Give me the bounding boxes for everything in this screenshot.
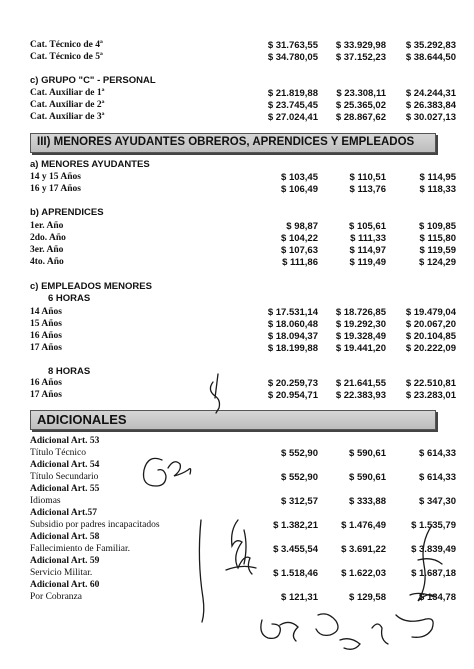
adicional-article: Adicional Art. 55: [30, 484, 100, 494]
adicional-row: [0, 472, 474, 484]
subheading: 6 HORAS: [48, 293, 91, 304]
value-col-1: $ 3.455,54: [273, 544, 318, 555]
value-col-3: $ 1.687,18: [411, 568, 456, 579]
row-label: Título Técnico: [30, 448, 87, 458]
row-label: Fallecimiento de Familiar.: [30, 544, 130, 554]
row-label: Cat. Auxiliar de 1ª: [30, 88, 105, 98]
value-col-1: $ 1.518,46: [273, 568, 318, 579]
value-col-2: $ 1.476,49: [341, 520, 386, 531]
table-row: [0, 257, 474, 269]
value-col-2: $ 119,49: [349, 257, 386, 268]
value-col-2: $ 19.292,30: [335, 319, 386, 330]
adicionales-band: [30, 410, 436, 430]
value-col-1: $ 98,87: [286, 221, 318, 232]
band-title: ADICIONALES: [37, 412, 127, 427]
row-label: Título Secundario: [30, 472, 99, 482]
group-c-heading: [0, 75, 474, 87]
adicional-row: [0, 496, 474, 508]
value-col-2: $ 23.308,11: [336, 88, 386, 99]
value-col-3: $ 26.383,84: [405, 100, 456, 111]
table-row: [0, 100, 474, 112]
section-heading: b) APRENDICES: [30, 207, 104, 218]
table-row: [0, 112, 474, 124]
adicional-row: [0, 592, 474, 604]
value-col-3: $ 1.535,79: [411, 520, 456, 531]
value-col-2: $ 18.726,85: [335, 307, 386, 318]
value-col-2: $ 28.867,62: [335, 112, 386, 123]
row-label: Cat. Técnico de 4ª: [30, 40, 103, 50]
adicional-heading: [0, 460, 474, 472]
value-col-1: $ 552,90: [281, 472, 318, 483]
value-col-2: $ 129,58: [349, 592, 386, 603]
value-col-3: $ 124,29: [419, 257, 456, 268]
value-col-3: $ 614,33: [419, 472, 456, 483]
row-label: 14 Años: [30, 307, 62, 317]
section-heading: c) GRUPO "C" - PERSONAL: [30, 75, 156, 86]
table-row: [0, 40, 474, 52]
eight-hours-subheading: [0, 366, 474, 378]
row-label: 1er. Año: [30, 221, 64, 231]
row-label: 2do. Año: [30, 233, 66, 243]
value-col-2: $ 105,61: [349, 221, 386, 232]
adicional-article: Adicional Art. 60: [30, 580, 100, 590]
adicional-row: [0, 568, 474, 580]
table-row: [0, 343, 474, 355]
table-row: [0, 88, 474, 100]
value-col-3: $ 20.104,85: [405, 331, 456, 342]
row-label: 17 Años: [30, 343, 62, 353]
value-col-2: $ 111,33: [350, 233, 386, 244]
row-label: 16 y 17 Años: [30, 184, 81, 194]
value-col-3: $ 24.244,31: [405, 88, 456, 99]
value-col-2: $ 110,51: [349, 172, 386, 183]
row-label: 15 Años: [30, 319, 62, 329]
row-label: 4to. Año: [30, 257, 64, 267]
value-col-3: $ 109,85: [419, 221, 456, 232]
value-col-1: $ 103,45: [281, 172, 318, 183]
band-title: III) MENORES AYUDANTES OBREROS, APRENDICES Y EMPLEADOS: [37, 136, 415, 148]
adicional-article: Adicional Art. 59: [30, 556, 100, 566]
value-col-2: $ 590,61: [349, 448, 386, 459]
table-row: [0, 221, 474, 233]
row-label: 16 Años: [30, 331, 62, 341]
table-row: [0, 319, 474, 331]
row-label: Subsidio por padres incapacitados: [30, 520, 160, 530]
value-col-1: $ 312,57: [281, 496, 318, 507]
value-col-1: $ 18.094,37: [267, 331, 318, 342]
adicional-heading: [0, 556, 474, 568]
value-col-3: $ 347,30: [419, 496, 456, 507]
aprendices-heading: [0, 207, 474, 219]
value-col-3: $ 614,33: [419, 448, 456, 459]
value-col-2: $ 21.641,55: [335, 378, 386, 389]
row-label: Cat. Auxiliar de 2ª: [30, 100, 105, 110]
table-row: [0, 390, 474, 402]
value-col-1: $ 121,31: [281, 592, 318, 603]
value-col-3: $ 19.479,04: [405, 307, 456, 318]
six-hours-subheading: [0, 293, 474, 305]
row-label: 3er. Año: [30, 245, 64, 255]
adicional-article: Adicional Art.57: [30, 508, 98, 518]
adicional-article: Adicional Art. 58: [30, 532, 100, 542]
value-col-3: $ 119,59: [419, 245, 456, 256]
adicional-heading: [0, 508, 474, 520]
value-col-3: $ 114,95: [419, 172, 456, 183]
row-label: Cat. Auxiliar de 3ª: [30, 112, 105, 122]
value-col-1: $ 106,49: [281, 184, 318, 195]
adicional-row: [0, 520, 474, 532]
value-col-3: $ 30.027,13: [405, 112, 456, 123]
row-label: Idiomas: [30, 496, 61, 506]
value-col-3: $ 20.067,20: [405, 319, 456, 330]
value-col-1: $ 552,90: [281, 448, 318, 459]
value-col-2: $ 19.441,20: [335, 343, 386, 354]
adicional-heading: [0, 484, 474, 496]
table-row: [0, 52, 474, 64]
value-col-1: $ 107,63: [281, 245, 318, 256]
value-col-1: $ 18.060,48: [267, 319, 318, 330]
value-col-1: $ 31.763,55: [267, 40, 318, 51]
section-heading: a) MENORES AYUDANTES: [30, 159, 150, 170]
value-col-2: $ 114,97: [349, 245, 386, 256]
value-col-2: $ 22.383,93: [335, 390, 386, 401]
table-row: [0, 378, 474, 390]
adicional-heading: [0, 436, 474, 448]
adicional-article: Adicional Art. 53: [30, 436, 100, 446]
value-col-1: $ 23.745,45: [267, 100, 318, 111]
row-label: 14 y 15 Años: [30, 172, 81, 182]
section-heading: c) EMPLEADOS MENORES: [30, 281, 152, 292]
table-row: [0, 233, 474, 245]
section-iii-band: [30, 133, 436, 153]
value-col-1: $ 34.780,05: [267, 52, 318, 63]
adicional-heading: [0, 580, 474, 592]
table-row: [0, 172, 474, 184]
value-col-3: $ 118,33: [419, 184, 456, 195]
table-row: [0, 245, 474, 257]
subheading: 8 HORAS: [48, 366, 91, 377]
value-col-2: $ 333,88: [349, 496, 386, 507]
value-col-1: $ 18.199,88: [267, 343, 318, 354]
value-col-1: $ 1.382,21: [273, 520, 318, 531]
value-col-3: $ 35.292,83: [405, 40, 456, 51]
value-col-1: $ 104,22: [281, 233, 318, 244]
value-col-2: $ 113,76: [349, 184, 386, 195]
value-col-2: $ 25.365,02: [335, 100, 386, 111]
value-col-1: $ 111,86: [282, 257, 318, 268]
adicional-row: [0, 448, 474, 460]
row-label: Cat. Técnico de 5ª: [30, 52, 103, 62]
value-col-2: $ 19.328,49: [335, 331, 386, 342]
adicional-row: [0, 544, 474, 556]
table-row: [0, 184, 474, 196]
value-col-3: $ 134,78: [419, 592, 456, 603]
menores-ayudantes-heading: [0, 159, 474, 171]
value-col-1: $ 27.024,41: [267, 112, 318, 123]
adicional-heading: [0, 532, 474, 544]
value-col-3: $ 38.644,50: [405, 52, 456, 63]
value-col-3: $ 115,80: [419, 233, 456, 244]
row-label: 17 Años: [30, 390, 62, 400]
value-col-1: $ 21.819,88: [267, 88, 318, 99]
value-col-2: $ 37.152,23: [335, 52, 386, 63]
value-col-1: $ 20.954,71: [267, 390, 318, 401]
value-col-1: $ 17.531,14: [267, 307, 318, 318]
value-col-3: $ 3.839,49: [411, 544, 456, 555]
value-col-2: $ 3.691,22: [341, 544, 386, 555]
value-col-3: $ 22.510,81: [405, 378, 456, 389]
row-label: Por Cobranza: [30, 592, 82, 602]
empleados-menores-heading: [0, 281, 474, 293]
value-col-2: $ 33.929,98: [335, 40, 386, 51]
value-col-2: $ 590,61: [349, 472, 386, 483]
value-col-1: $ 20.259,73: [267, 378, 318, 389]
adicional-article: Adicional Art. 54: [30, 460, 100, 470]
row-label: 16 Años: [30, 378, 62, 388]
value-col-3: $ 23.283,01: [405, 390, 456, 401]
table-row: [0, 307, 474, 319]
table-row: [0, 331, 474, 343]
value-col-3: $ 20.222,09: [405, 343, 456, 354]
row-label: Servicio Militar.: [30, 568, 93, 578]
value-col-2: $ 1.622,03: [341, 568, 386, 579]
